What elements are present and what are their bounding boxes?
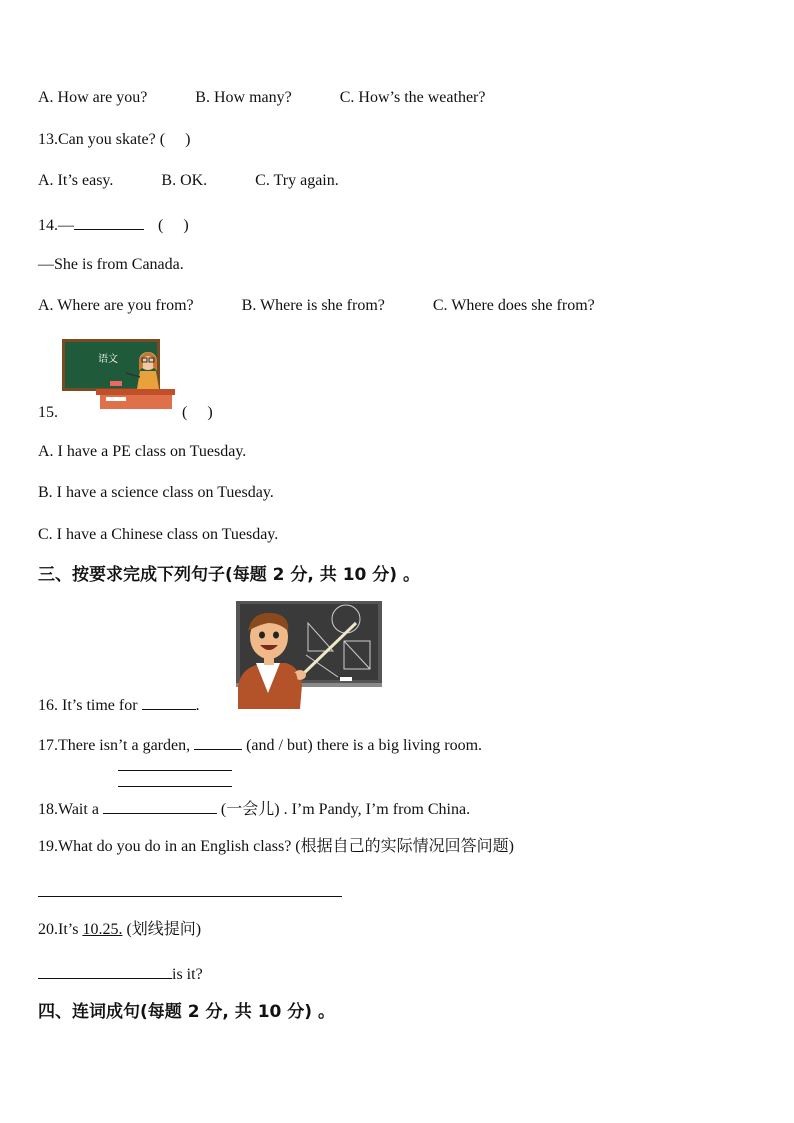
q13-question: 13.Can you skate? ( <box>38 131 166 148</box>
q20-answer-blank[interactable] <box>38 962 172 979</box>
q19-question: 19.What do you do in an English class? (根据自己的实际情况回答问题) <box>38 838 514 855</box>
q16-stem <box>38 693 200 716</box>
q13-paren-close: ) <box>185 131 191 148</box>
q12-option-a[interactable]: A. How are you? <box>38 89 148 106</box>
q20-answer <box>38 962 203 985</box>
q13-option-c[interactable]: C. Try again. <box>255 172 339 189</box>
q16-period: . <box>195 697 200 714</box>
q14-paren[interactable]: ( ) <box>158 217 189 234</box>
q15-stem <box>38 403 213 423</box>
q16-blank[interactable] <box>142 693 196 710</box>
q14-blank[interactable] <box>74 213 144 230</box>
q13-option-a[interactable]: A. It’s easy. <box>38 172 114 189</box>
q14-option-b[interactable]: B. Where is she from? <box>241 297 385 314</box>
q18-blank-line-3[interactable] <box>103 797 217 814</box>
q17-text-after: (and / but) there is a big living room. <box>246 737 483 754</box>
q12-option-c[interactable]: C. How’s the weather? <box>339 89 486 106</box>
section-3-heading: 三、按要求完成下列句子(每题 2 分, 共 10 分) 。 <box>38 565 420 585</box>
q20-answer-tail: is it? <box>172 966 203 983</box>
board-text: 语文 <box>98 354 118 365</box>
q17-stem <box>38 733 482 756</box>
chinese-class-illustration <box>60 337 175 413</box>
q14-reply: —She is from Canada. <box>38 256 184 273</box>
q20-stem <box>38 920 201 940</box>
q12-option-b[interactable]: B. How many? <box>195 89 292 106</box>
q14-number: 14.— <box>38 217 74 234</box>
q20-underlined-time: 10.25. <box>82 921 123 938</box>
q18-stem <box>38 797 470 820</box>
q13-options <box>38 171 339 191</box>
q15-paren[interactable]: ( ) <box>182 404 213 421</box>
q13-stem <box>38 130 190 150</box>
q20-instruction: (划线提问) <box>126 921 202 938</box>
q18-blank-line-2[interactable] <box>118 786 232 787</box>
q18-blank-line-1[interactable] <box>118 770 232 771</box>
q18-text-after: (一会儿) . I’m Pandy, I’m from China. <box>220 801 471 818</box>
section-4-heading: 四、连词成句(每题 2 分, 共 10 分) 。 <box>38 1002 335 1022</box>
q15-option-c[interactable]: C. I have a Chinese class on Tuesday. <box>38 526 279 543</box>
q17-blank[interactable] <box>194 733 242 750</box>
q16-text: 16. It’s time for <box>38 697 138 714</box>
q17-text-before: 17.There isn’t a garden, <box>38 737 191 754</box>
q19-answer-line[interactable] <box>38 896 342 897</box>
teacher-blackboard-illustration <box>228 601 384 709</box>
q14-stem <box>38 213 189 236</box>
q18-text-before: 18.Wait a <box>38 801 99 818</box>
q13-option-b[interactable]: B. OK. <box>161 172 208 189</box>
q14-option-a[interactable]: A. Where are you from? <box>38 297 194 314</box>
q15-option-a[interactable]: A. I have a PE class on Tuesday. <box>38 443 247 460</box>
q14-options <box>38 296 595 316</box>
q12-options <box>38 88 485 108</box>
q15-number: 15. <box>38 404 58 421</box>
q15-option-b[interactable]: B. I have a science class on Tuesday. <box>38 484 274 501</box>
q14-option-c[interactable]: C. Where does she from? <box>432 297 595 314</box>
q20-text-before: 20.It’s <box>38 921 79 938</box>
